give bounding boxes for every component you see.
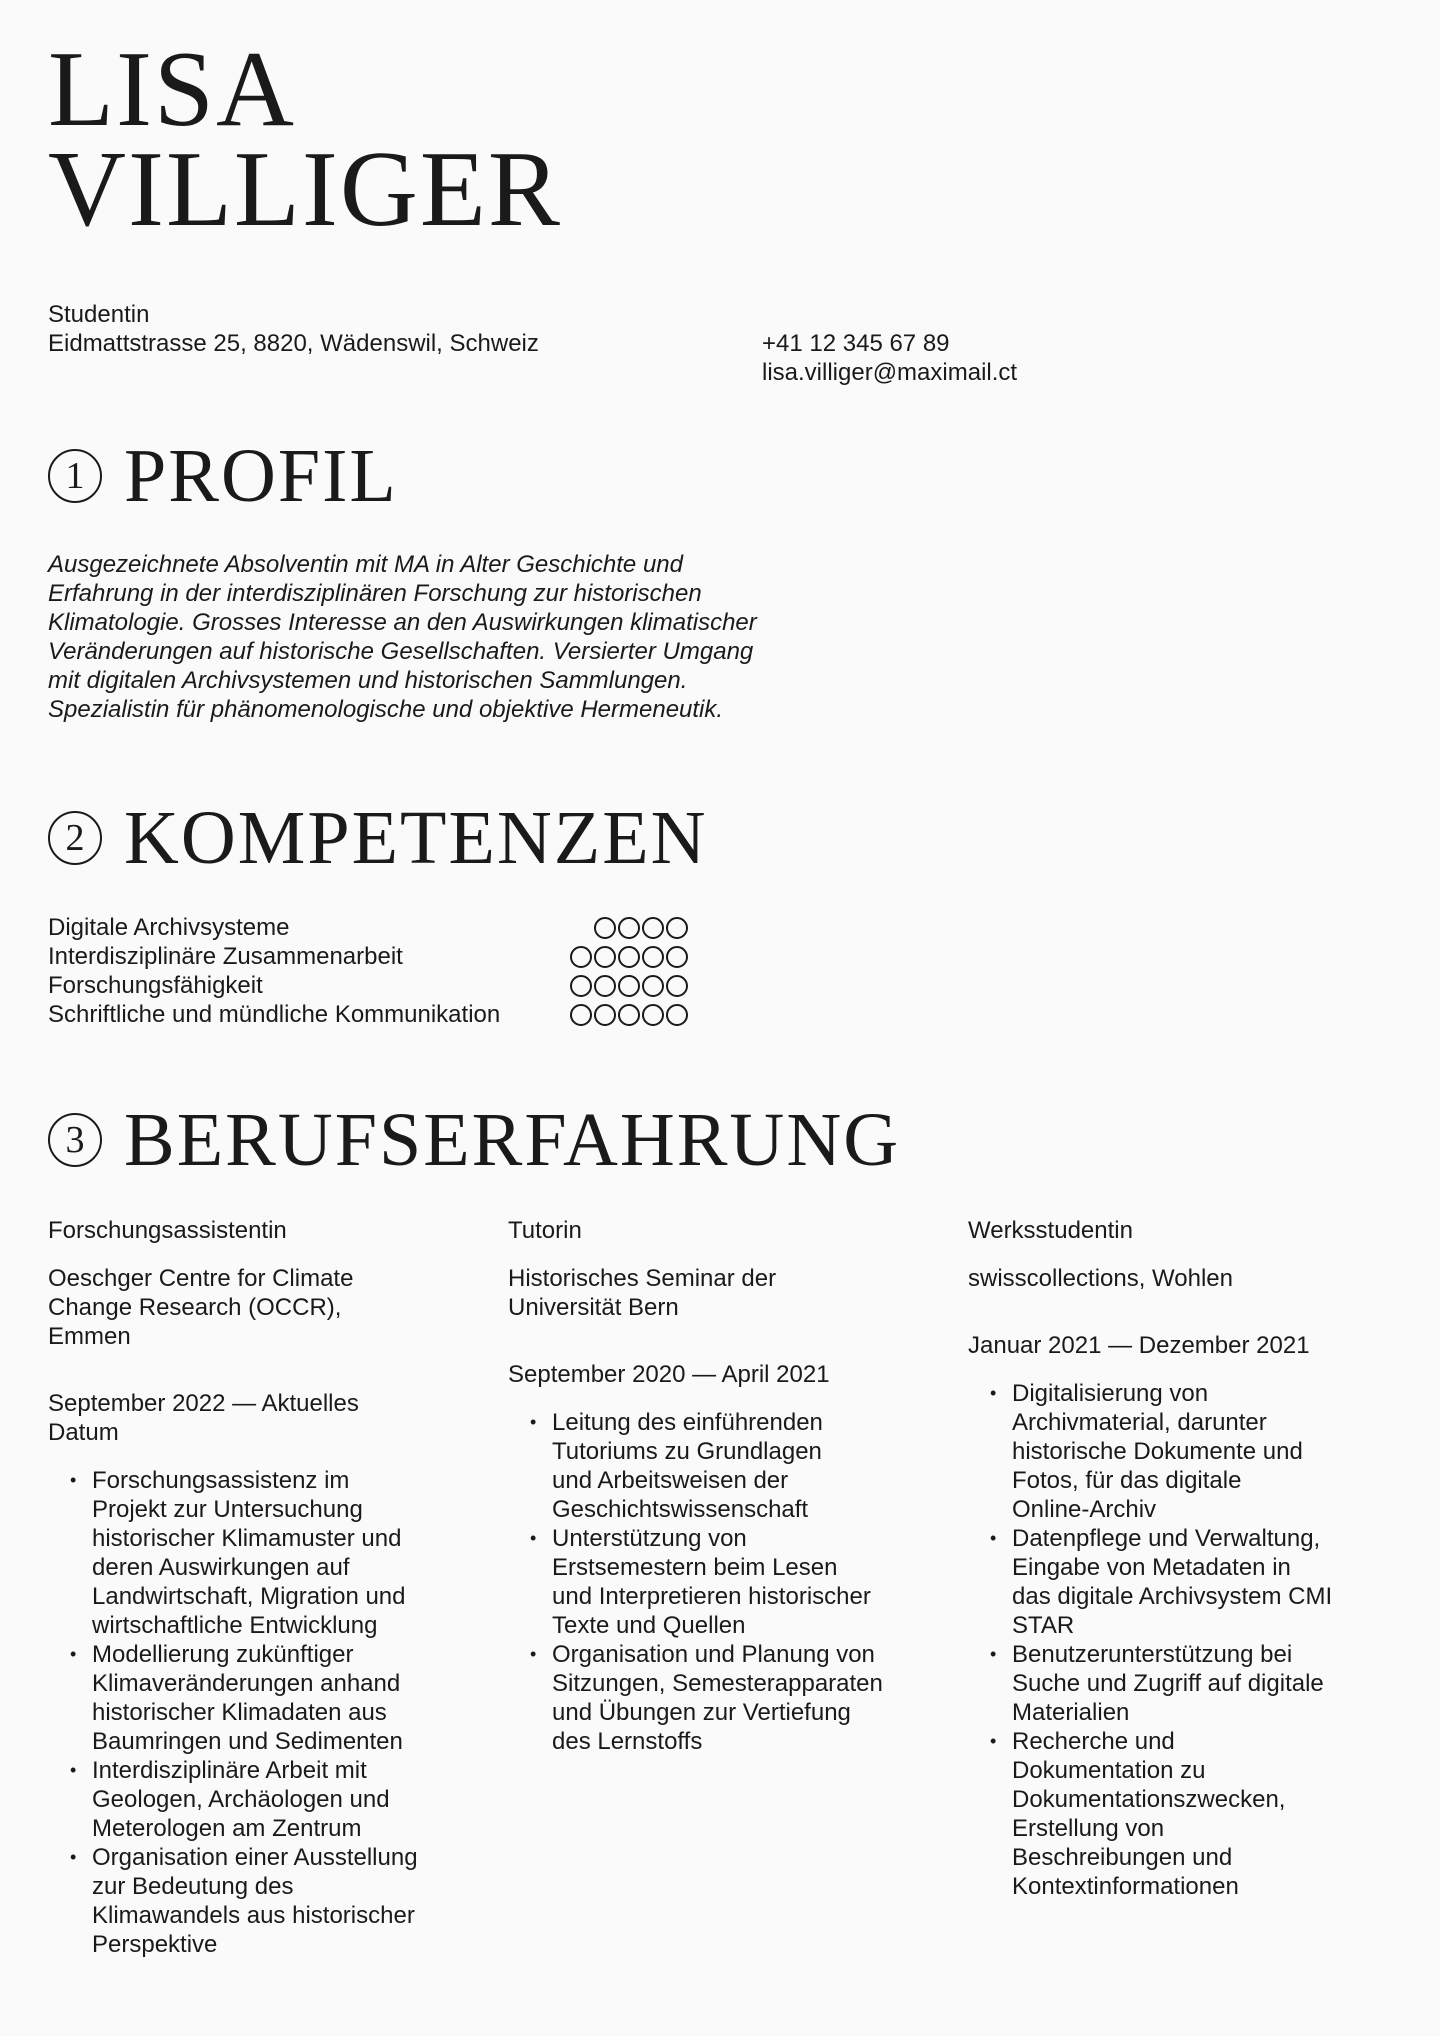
rating-circle-icon [594,1004,616,1026]
skill-name: Digitale Archivsysteme [48,914,290,941]
rating-circle-icon [666,975,688,997]
job-bullet-line: Tutoriums zu Grundlagen [552,1438,822,1465]
rating-circle-icon [642,975,664,997]
job-dates-line: Datum [48,1419,119,1446]
job-bullet-line: Eingabe von Metadaten in [1012,1554,1291,1581]
job-bullet-line: des Lernstoffs [552,1728,703,1755]
job-bullet-line: zur Bedeutung des [92,1873,294,1900]
job-bullet-line: und Interpretieren historischer [552,1583,871,1610]
job-bullet-item [552,1524,938,1640]
job-bullet-line: Sitzungen, Semesterapparaten [552,1670,883,1697]
job-bullet-line: Online-Archiv [1012,1496,1157,1523]
skill-row [48,971,688,1000]
section-heading-profil [48,436,398,516]
rating-circle-icon [618,946,640,968]
job-bullet-list [968,1379,1398,1901]
section-heading-berufserfahrung [48,1100,900,1180]
contact-right [762,329,1017,387]
job-organization-line: Emmen [48,1323,131,1350]
rating-circle-icon [666,946,688,968]
rating-circle-icon [594,975,616,997]
job-bullet-list [508,1408,938,1756]
job-bullet-line: Forschungsassistenz im [92,1467,350,1494]
job-bullet-line: Perspektive [92,1931,218,1958]
profile-line: mit digitalen Archivsystemen und historischen Sammlungen. [48,667,688,694]
rating-circle-icon [666,1004,688,1026]
rating-circle-icon [570,946,592,968]
job-bullet-line: Dokumentationszwecken, [1012,1786,1286,1813]
job-bullet-line: Digitalisierung von [1012,1380,1209,1407]
job-bullet-line: deren Auswirkungen auf [92,1554,350,1581]
skill-row [48,942,688,971]
job-bullet-line: Fotos, für das digitale [1012,1467,1242,1494]
skill-row [48,913,688,942]
section-title: BERUFSERFAHRUNG [124,1098,901,1182]
job-bullet-item [1012,1379,1398,1524]
job-bullet-line: Projekt zur Untersuchung [92,1496,363,1523]
job-bullet-line: historische Dokumente und [1012,1438,1303,1465]
job-bullet-line: und Übungen zur Vertiefung [552,1699,851,1726]
job-bullet-item [1012,1640,1398,1727]
skills-list [48,913,688,1029]
job-organization [968,1264,1398,1293]
section-title: KOMPETENZEN [124,796,708,880]
job-entry [508,1216,938,1756]
job-bullet-item [92,1843,478,1959]
job-bullet-line: wirtschaftliche Entwicklung [92,1612,378,1639]
job-bullet-line: Klimaveränderungen anhand [92,1670,401,1697]
job-bullet-line: historischer Klimamuster und [92,1525,402,1552]
job-bullet-line: Kontextinformationen [1012,1873,1239,1900]
job-bullet-line: Organisation einer Ausstellung [92,1844,418,1871]
last-name: VILLIGER [48,130,562,249]
job-bullet-line: Leitung des einführenden [552,1409,823,1436]
rating-circle-icon [642,1004,664,1026]
job-bullet-line: historischer Klimadaten aus [92,1699,387,1726]
job-bullet-line: Datenpflege und Verwaltung, [1012,1525,1321,1552]
section-number-badge: 1 [48,449,102,503]
job-organization-line: swisscollections, Wohlen [968,1265,1233,1292]
phone-text: +41 12 345 67 89 [762,330,950,357]
job-bullet-line: Unterstützung von [552,1525,747,1552]
job-bullet-line: Geologen, Archäologen und [92,1786,390,1813]
job-dates-line: September 2020 — April 2021 [508,1361,830,1388]
skill-name: Schriftliche und mündliche Kommunikation [48,1001,501,1028]
job-organization-line: Oeschger Centre for Climate [48,1265,354,1292]
profile-text [48,550,878,724]
job-organization-line: Universität Bern [508,1294,679,1321]
skill-rating [570,946,688,968]
first-name: LISA [48,30,296,149]
rating-circle-icon [594,917,616,939]
job-bullet-line: Recherche und [1012,1728,1175,1755]
job-organization-line: Change Research (OCCR), [48,1294,342,1321]
job-bullet-line: Baumringen und Sedimenten [92,1728,403,1755]
section-heading-kompetenzen [48,798,708,878]
section-title: PROFIL [124,434,398,518]
skill-row [48,1000,688,1029]
rating-circle-icon [618,917,640,939]
job-bullet-list [48,1466,478,1959]
skill-rating [570,975,688,997]
rating-circle-icon [642,946,664,968]
job-bullet-item [552,1640,938,1756]
job-bullet-line: Suche und Zugriff auf digitale [1012,1670,1324,1697]
job-entry [968,1216,1398,1901]
contact-left [48,300,539,358]
job-bullet-line: Interdisziplinäre Arbeit mit [92,1757,367,1784]
job-bullet-line: Klimawandels aus historischer [92,1902,415,1929]
job-entry [48,1216,478,1959]
job-bullet-line: Texte und Quellen [552,1612,746,1639]
rating-circle-icon [570,1004,592,1026]
job-bullet-line: Meterologen am Zentrum [92,1815,362,1842]
profile-line: Klimatologie. Grosses Interesse an den Auswirkungen klimatischer [48,609,757,636]
job-bullet-line: Geschichtswissenschaft [552,1496,809,1523]
skill-rating [570,1004,688,1026]
job-dates-line: Januar 2021 — Dezember 2021 [968,1332,1310,1359]
job-bullet-item [1012,1727,1398,1901]
job-bullet-item [552,1408,938,1524]
job-bullet-line: Beschreibungen und [1012,1844,1233,1871]
job-bullet-item [92,1640,478,1756]
job-title: Tutorin [508,1217,582,1244]
job-title: Werksstudentin [968,1217,1133,1244]
rating-circle-icon [570,975,592,997]
job-organization [508,1264,938,1322]
job-bullet-line: Organisation und Planung von [552,1641,875,1668]
skill-name: Interdisziplinäre Zusammenarbeit [48,943,403,970]
job-bullet-item [92,1466,478,1640]
rating-circle-icon [618,975,640,997]
job-bullet-line: Erstellung von [1012,1815,1165,1842]
job-bullet-line: Archivmaterial, darunter [1012,1409,1267,1436]
job-bullet-item [92,1756,478,1843]
job-bullet-line: STAR [1012,1612,1075,1639]
job-dates-line: September 2022 — Aktuelles [48,1390,359,1417]
address-text: Eidmattstrasse 25, 8820, Wädenswil, Schweiz [48,330,539,357]
job-bullet-line: Erstsemestern beim Lesen [552,1554,838,1581]
rating-circle-icon [666,917,688,939]
job-bullet-line: Landwirtschaft, Migration und [92,1583,406,1610]
profile-line: Veränderungen auf historische Gesellschaften. Versierter Umgang [48,638,754,665]
job-organization-line: Historisches Seminar der [508,1265,777,1292]
rating-circle-icon [642,917,664,939]
job-bullet-item [1012,1524,1398,1640]
skill-name: Forschungsfähigkeit [48,972,263,999]
job-bullet-line: Benutzerunterstützung bei [1012,1641,1293,1668]
role-text: Studentin [48,301,150,328]
section-number-badge: 2 [48,811,102,865]
job-bullet-line: Modellierung zukünftiger [92,1641,354,1668]
rating-circle-icon [594,946,616,968]
job-dates [48,1389,478,1447]
job-bullet-line: Materialien [1012,1699,1130,1726]
email-text: lisa.villiger@maximail.ct [762,359,1018,386]
profile-line: Ausgezeichnete Absolventin mit MA in Alter Geschichte und [48,551,683,578]
skill-rating [594,917,688,939]
profile-line: Spezialistin für phänomenologische und objektive Hermeneutik. [48,696,724,723]
name-heading [48,30,562,249]
job-dates [968,1331,1398,1360]
job-title: Forschungsassistentin [48,1217,287,1244]
rating-circle-icon [618,1004,640,1026]
profile-line: Erfahrung in der interdisziplinären Forschung zur historischen [48,580,702,607]
section-number-badge: 3 [48,1113,102,1167]
job-organization [48,1264,478,1351]
job-bullet-line: Dokumentation zu [1012,1757,1206,1784]
job-bullet-line: und Arbeitsweisen der [552,1467,789,1494]
job-bullet-line: das digitale Archivsystem CMI [1012,1583,1333,1610]
job-dates [508,1360,938,1389]
